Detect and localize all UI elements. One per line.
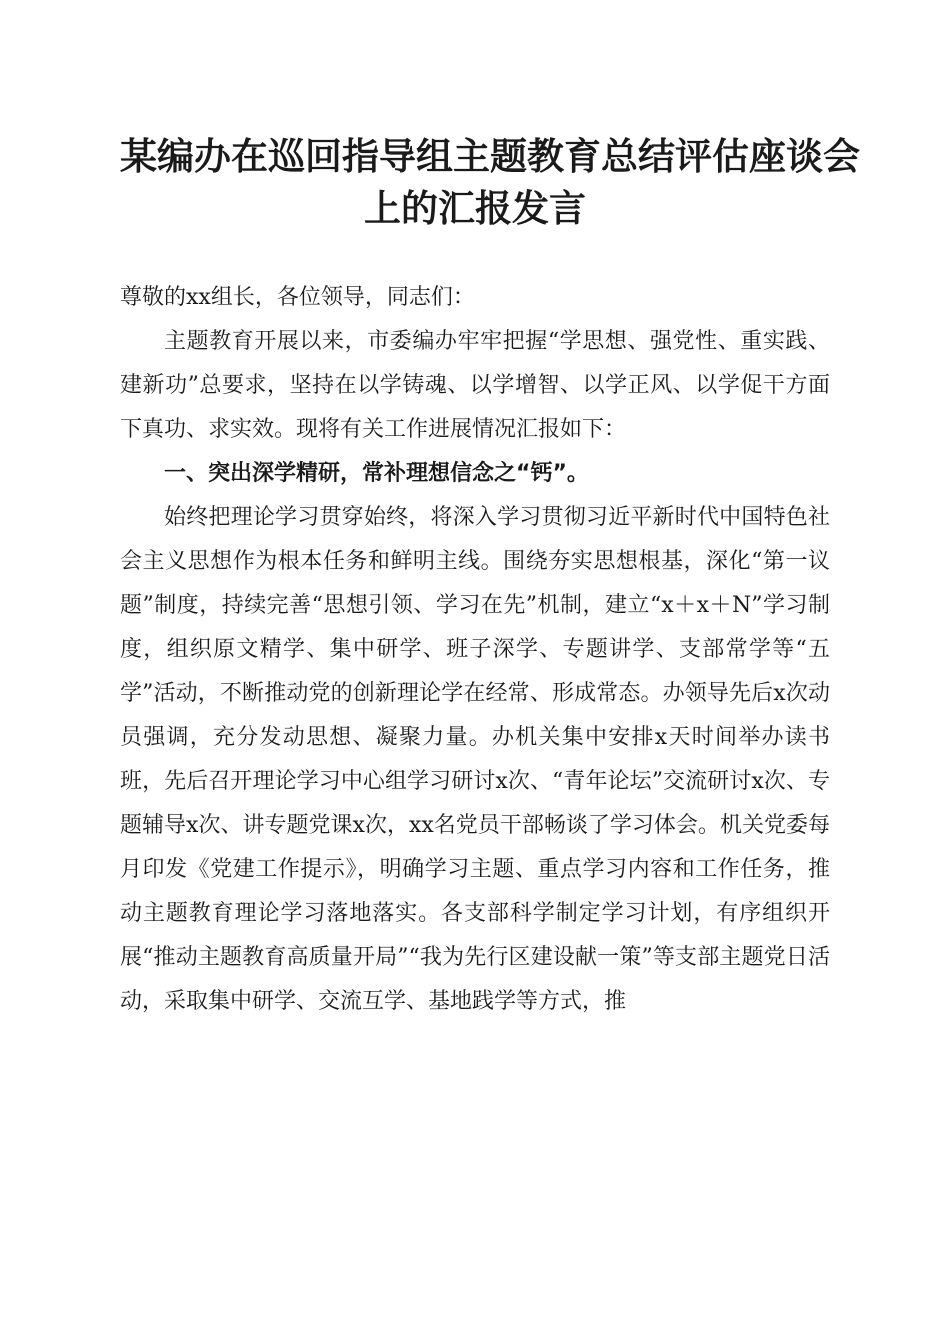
title-line-1: 某编办在巡回指导组主题教育总结评估座谈会: [120, 134, 860, 178]
section-1-heading: 一、突出深学精研，常补理想信念之“钙”。: [164, 461, 589, 486]
salutation: 尊敬的xx组长，各位领导，同志们：: [120, 285, 475, 310]
intro-paragraph: 主题教育开展以来，市委编办牢牢把握“学思想、强党性、重实践、建新功”总要求，坚持在以学铸魂、以学增智、以学正风、以学促干方面下真功、求实效。现将有关工作进展情况汇报如下：: [120, 329, 830, 442]
document-body: [120, 276, 830, 1024]
section-1-paragraph: 始终把理论学习贯穿始终，将深入学习贯彻习近平新时代中国特色社会主义思想作为根本任务和鲜明主线。围绕夯实思想根基，深化“第一议题”制度，持续完善“思想引领、学习在先”机制，建立“x＋x＋N”学习制度，组织原文精学、集中研学、班子深学、专题讲学、支部常学等“五学”活动，不断推动党的创新理论学在经常、形成常态。办领导先后x次动员强调，充分发动思想、凝聚力量。办机关集中安排x天时间举办读书班，先后召开理论学习中心组学习研讨x次、“青年论坛”交流研讨x次、专题辅导x次、讲专题党课x次，xx名党员干部畅谈了学习体会。机关党委每月印发《党建工作提示》，明确学习主题、重点学习内容和工作任务，推动主题教育理论学习落地落实。各支部科学制定学习计划，有序组织开展“推动主题教育高质量开局”“我为先行区建设献一策”等支部主题党日活动，采取集中研学、交流互学、基地践学等方式，推: [120, 505, 830, 1014]
title-line-2: 上的汇报发言: [364, 186, 586, 230]
document-title: [120, 0, 860, 234]
